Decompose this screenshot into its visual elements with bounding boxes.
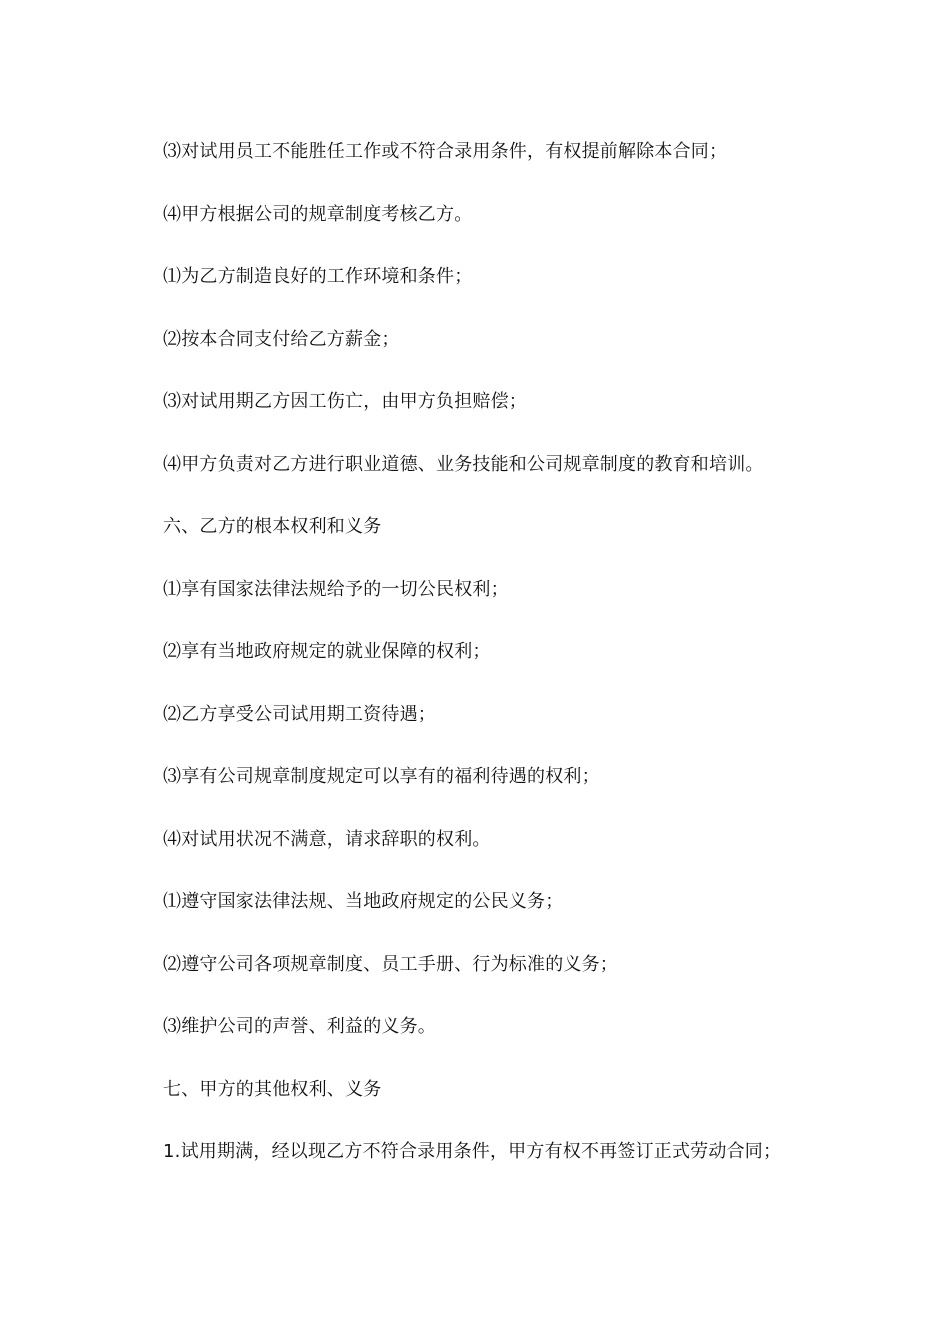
text-line: ⑵乙方享受公司试用期工资待遇； bbox=[163, 703, 436, 725]
text-line: ⑴享有国家法律法规给予的一切公民权利； bbox=[163, 578, 509, 600]
text-line: ⑷甲方负责对乙方进行职业道德、业务技能和公司规章制度的教育和培训。 bbox=[163, 453, 764, 475]
text-line: ⑵遵守公司各项规章制度、员工手册、行为标准的义务； bbox=[163, 953, 618, 975]
text-line: ⑶维护公司的声誉、利益的义务。 bbox=[163, 1016, 436, 1037]
text-line: ⑵按本合同支付给乙方薪金； bbox=[163, 328, 400, 350]
text-line: ⑴为乙方制造良好的工作环境和条件； bbox=[163, 266, 473, 287]
text-line: ⑶对试用员工不能胜任工作或不符合录用条件，有权提前解除本合同； bbox=[163, 141, 728, 162]
text-line: ⑴遵守国家法律法规、当地政府规定的公民义务； bbox=[163, 891, 564, 912]
text-line: 1.试用期满，经以现乙方不符合录用条件，甲方有权不再签订正式劳动合同； bbox=[163, 1141, 782, 1162]
text-line: ⑷对试用状况不满意，请求辞职的权利。 bbox=[163, 828, 491, 850]
section-heading: 六、乙方的根本权利和义务 bbox=[163, 516, 382, 537]
section-heading: 七、甲方的其他权利、义务 bbox=[163, 1078, 382, 1100]
text-line: ⑷甲方根据公司的规章制度考核乙方。 bbox=[163, 203, 473, 225]
text-line: ⑵享有当地政府规定的就业保障的权利； bbox=[163, 641, 491, 662]
text-line: ⑶对试用期乙方因工伤亡，由甲方负担赔偿； bbox=[163, 391, 527, 412]
text-line: ⑶享有公司规章制度规定可以享有的福利待遇的权利； bbox=[163, 766, 600, 787]
document-body bbox=[163, 137, 923, 1200]
